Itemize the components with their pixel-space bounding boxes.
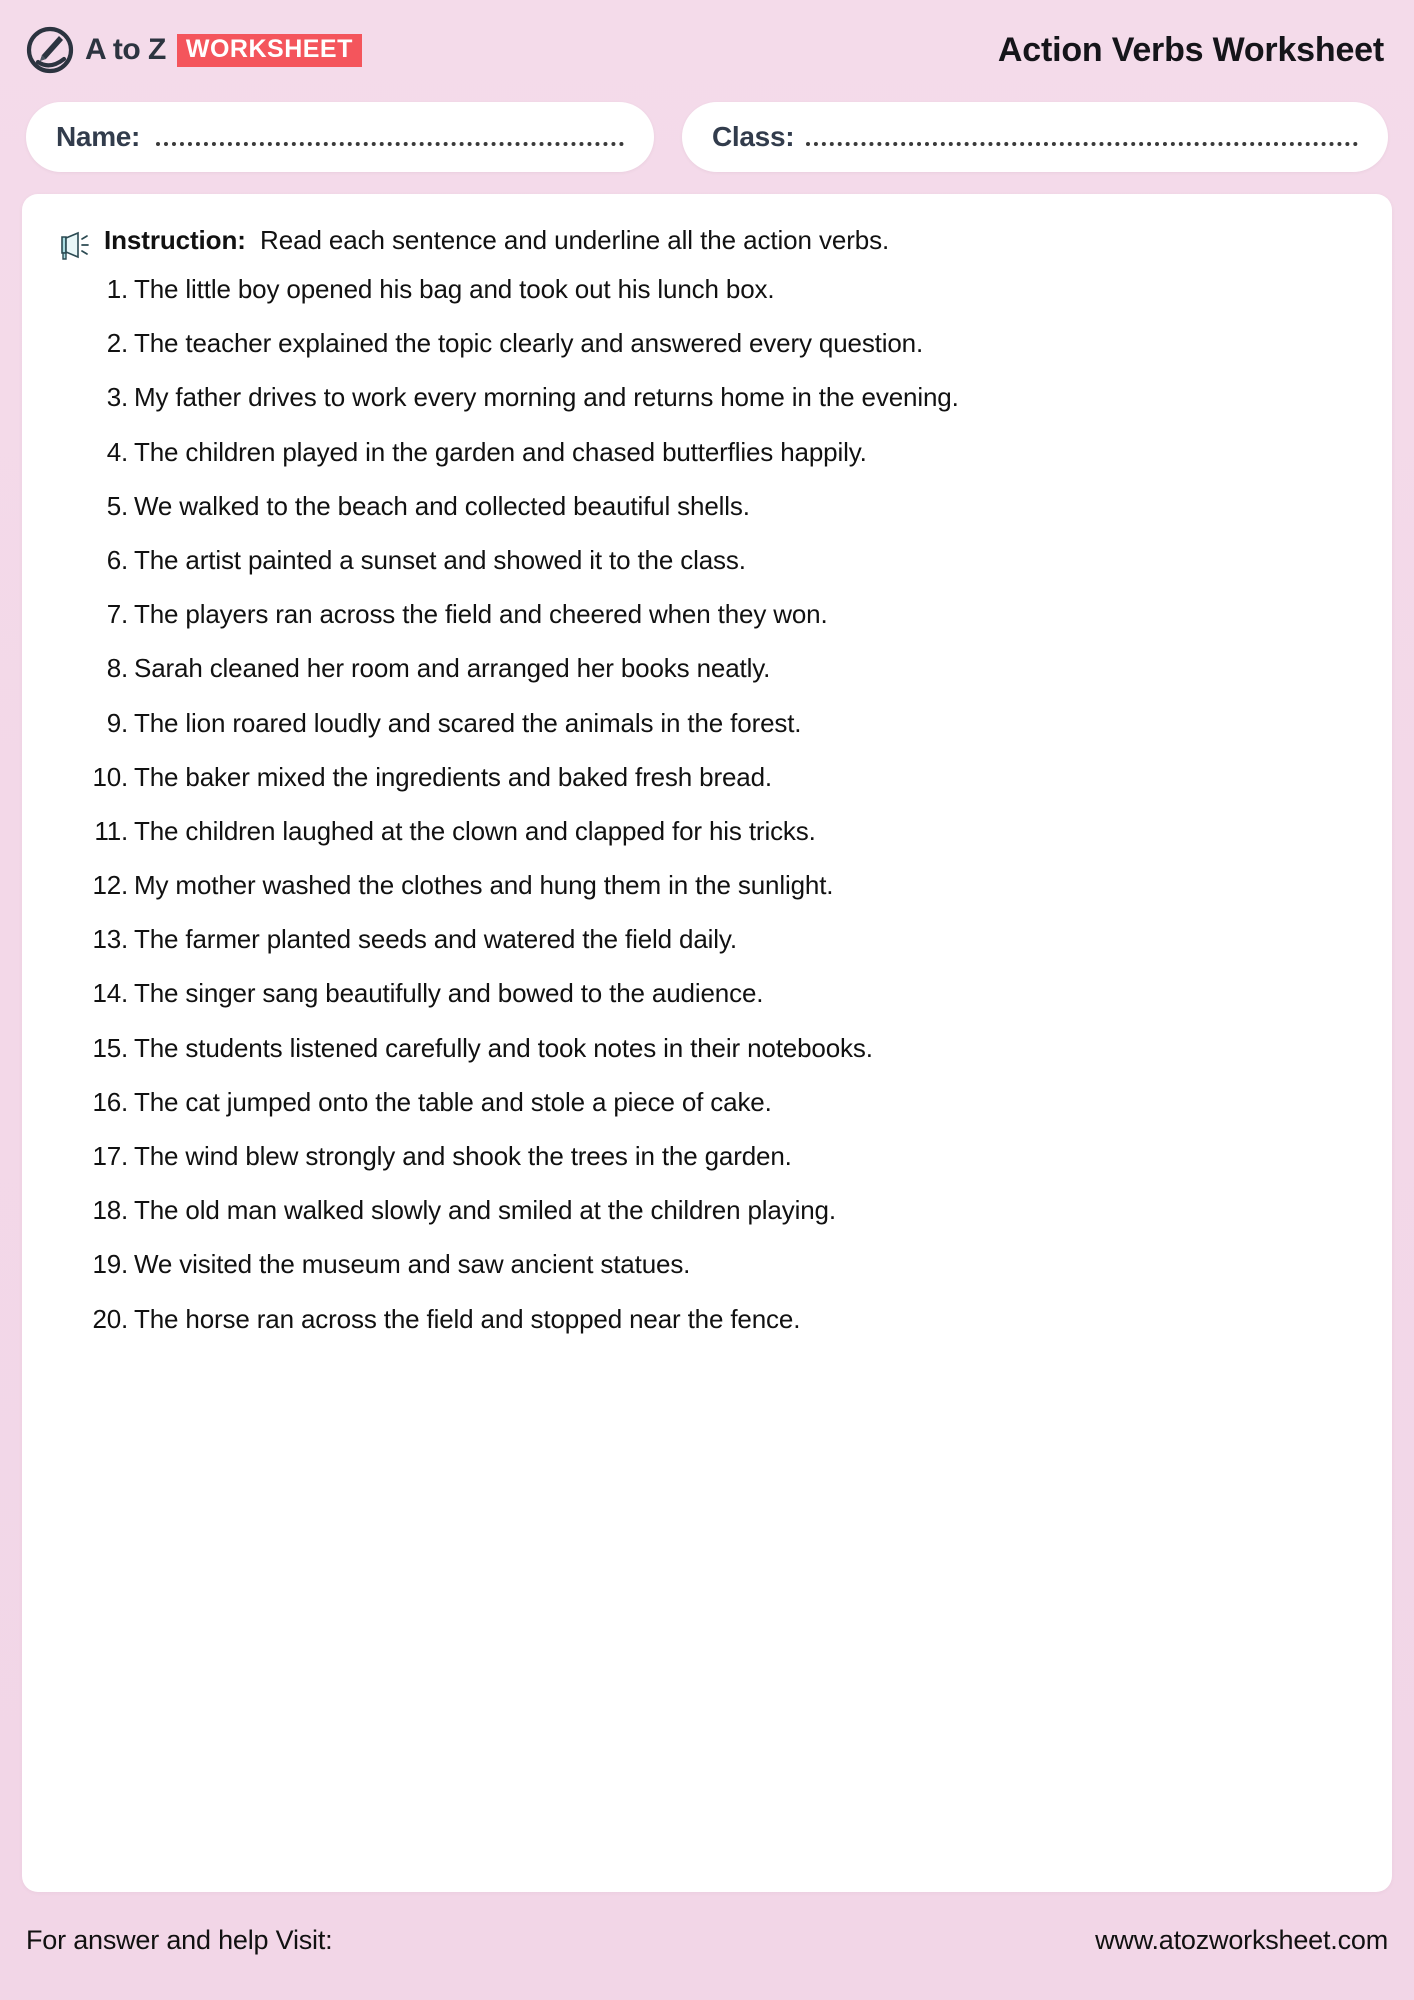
question-number: 10.: [92, 761, 128, 792]
question-text[interactable]: The horse ran across the field and stopped near the fence.: [134, 1303, 801, 1334]
question-text[interactable]: My father drives to work every morning and returns home in the evening.: [134, 382, 959, 413]
question-item: [56, 274, 1358, 305]
question-item: [56, 762, 1358, 793]
question-text[interactable]: The players ran across the field and cheered when they won.: [134, 599, 828, 630]
footer-help-text: For answer and help Visit:: [26, 1924, 333, 1955]
question-item: [56, 708, 1358, 739]
question-text[interactable]: The teacher explained the topic clearly and answered every question.: [134, 328, 924, 359]
page-title: Action Verbs Worksheet: [997, 30, 1384, 69]
question-text[interactable]: The farmer planted seeds and watered the field daily.: [134, 924, 737, 955]
question-text[interactable]: The singer sang beautifully and bowed to the audience.: [134, 978, 764, 1009]
question-text[interactable]: The lion roared loudly and scared the animals in the forest.: [134, 707, 802, 738]
question-number: 7.: [106, 599, 128, 630]
page-header: [0, 0, 1414, 100]
worksheet-content-card: [22, 194, 1392, 1892]
brand-badge: WORKSHEET: [177, 34, 362, 67]
name-field[interactable]: [26, 102, 654, 172]
name-input-line[interactable]: [156, 142, 624, 146]
class-field[interactable]: [682, 102, 1388, 172]
student-fields: [26, 102, 1388, 172]
question-text[interactable]: The children played in the garden and chased butterflies happily.: [134, 436, 867, 467]
question-item: [56, 924, 1358, 955]
question-item: [56, 1304, 1358, 1335]
question-item: [56, 1087, 1358, 1118]
footer-website-link[interactable]: www.atozworksheet.com: [1095, 1924, 1388, 1955]
instruction-row: [56, 224, 1358, 262]
question-number: 3.: [106, 382, 128, 413]
question-number: 13.: [92, 924, 128, 955]
question-item: [56, 545, 1358, 576]
name-label: Name:: [56, 121, 141, 152]
question-text[interactable]: Sarah cleaned her room and arranged her books neatly.: [134, 653, 771, 684]
brand-name: A to Z: [85, 33, 166, 66]
question-number: 9.: [106, 707, 128, 738]
brand-logo: [26, 26, 362, 74]
question-text[interactable]: My mother washed the clothes and hung them in the sunlight.: [134, 870, 834, 901]
question-number: 19.: [92, 1249, 128, 1280]
question-item: [56, 437, 1358, 468]
question-text[interactable]: The little boy opened his bag and took out his lunch box.: [134, 274, 775, 304]
question-item: [56, 328, 1358, 359]
question-item: [56, 816, 1358, 847]
question-number: 16.: [92, 1086, 128, 1117]
question-text[interactable]: The wind blew strongly and shook the trees in the garden.: [134, 1141, 792, 1171]
question-text[interactable]: The baker mixed the ingredients and baked fresh bread.: [134, 761, 772, 792]
instruction-body: Read each sentence and underline all the action verbs.: [260, 225, 890, 255]
question-number: 1.: [106, 274, 128, 304]
question-item: [56, 599, 1358, 630]
pen-circle-logo-icon: [26, 26, 74, 74]
page-footer: [0, 1898, 1414, 2000]
instruction-text: [104, 224, 889, 257]
question-text[interactable]: We visited the museum and saw ancient statues.: [134, 1249, 691, 1280]
question-text[interactable]: We walked to the beach and collected beautiful shells.: [134, 490, 750, 521]
question-number: 18.: [92, 1195, 128, 1226]
question-item: [56, 1195, 1358, 1226]
question-number: 17.: [92, 1141, 128, 1171]
instruction-label: Instruction:: [104, 225, 246, 255]
question-text[interactable]: The children laughed at the clown and clapped for his tricks.: [134, 815, 816, 846]
class-label: Class:: [712, 121, 795, 152]
question-text[interactable]: The old man walked slowly and smiled at the children playing.: [134, 1195, 836, 1226]
question-item: [56, 382, 1358, 413]
question-number: 15.: [92, 1032, 128, 1063]
question-number: 11.: [94, 815, 128, 846]
question-number: 8.: [106, 653, 128, 684]
question-item: [56, 653, 1358, 684]
question-number: 4.: [106, 436, 128, 467]
question-number: 20.: [92, 1303, 128, 1334]
question-number: 5.: [106, 490, 128, 521]
question-text[interactable]: The artist painted a sunset and showed it to the class.: [134, 544, 746, 575]
question-list: [56, 274, 1358, 1335]
question-number: 14.: [92, 978, 128, 1009]
question-text[interactable]: The students listened carefully and took notes in their notebooks.: [134, 1032, 873, 1063]
question-text[interactable]: The cat jumped onto the table and stole a piece of cake.: [134, 1086, 772, 1117]
question-number: 12.: [92, 870, 128, 901]
question-number: 6.: [106, 544, 128, 575]
question-item: [56, 1033, 1358, 1064]
question-item: [56, 491, 1358, 522]
question-item: [56, 978, 1358, 1009]
question-number: 2.: [106, 328, 128, 359]
question-item: [56, 1141, 1358, 1172]
question-item: [56, 870, 1358, 901]
class-input-line[interactable]: [806, 142, 1358, 146]
question-item: [56, 1249, 1358, 1280]
megaphone-icon: [56, 228, 92, 262]
